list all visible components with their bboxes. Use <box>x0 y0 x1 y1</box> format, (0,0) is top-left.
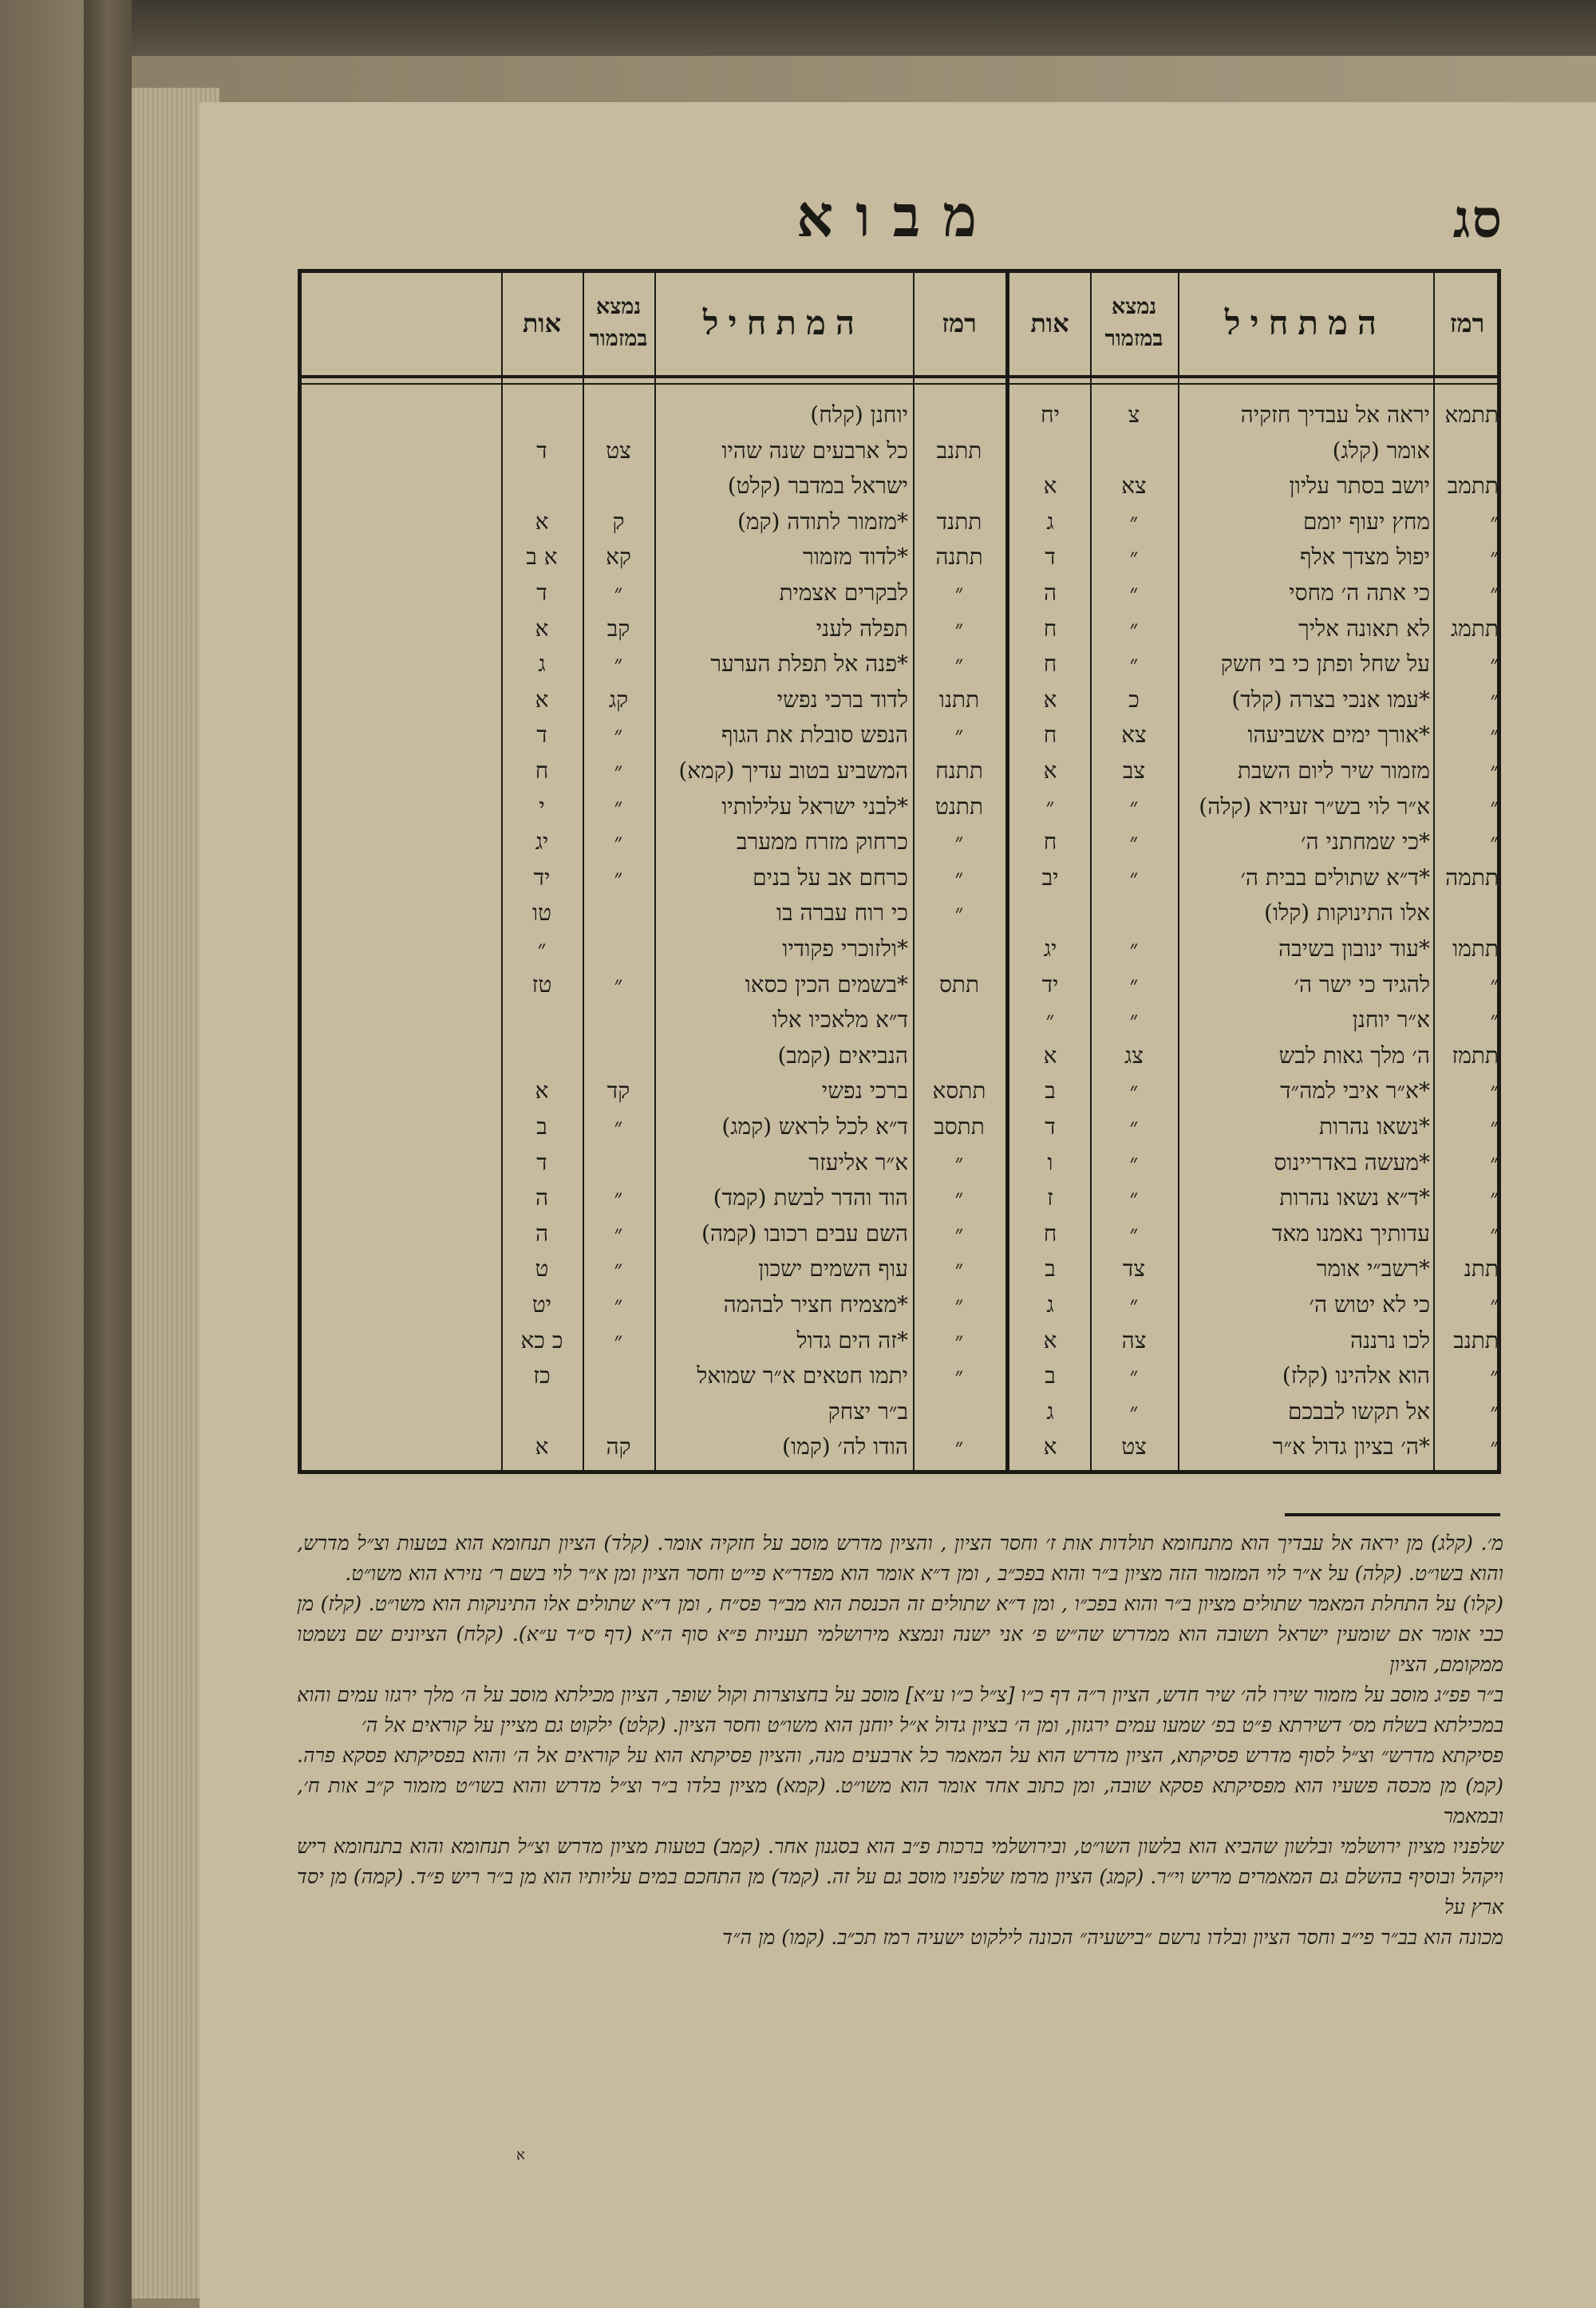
cell-ot: א <box>535 686 549 713</box>
cell-remez <box>915 1002 1004 1037</box>
cell-remez: ״ <box>1490 1362 1499 1389</box>
cell-mizmor: ״ <box>614 579 623 606</box>
cell-ot <box>503 1394 581 1429</box>
cell-ot <box>503 397 581 433</box>
cell-remez: ״ <box>954 579 964 606</box>
cell-remez <box>915 468 1004 504</box>
cell-remez: תתס <box>938 970 980 998</box>
cell-remez: ״ <box>1490 1077 1499 1105</box>
cell-remez: ״ <box>954 1184 964 1211</box>
cell-matchil: המשביע בטוב עדיך (קמא) <box>678 757 908 784</box>
header-nimtza <box>1090 279 1178 367</box>
cell-mizmor: ״ <box>614 792 623 820</box>
table-row <box>0 1429 1596 1464</box>
cell-mizmor: ״ <box>1129 1113 1139 1140</box>
cell-remez: ״ <box>1490 543 1499 571</box>
cell-ot: ד <box>536 437 547 464</box>
cell-mizmor: צד <box>1122 1255 1146 1282</box>
table-row <box>0 1394 1596 1429</box>
table-row <box>0 504 1596 539</box>
cell-matchil: *לבני ישראל עלילותיו <box>721 792 908 820</box>
cell-matchil: כרחוק מזרח ממערב <box>737 828 908 856</box>
table-row <box>0 824 1596 860</box>
cell-remez: תתמג <box>1451 615 1499 642</box>
cell-remez: תתמה <box>1445 864 1499 891</box>
cell-mizmor <box>584 1038 653 1073</box>
cell-mizmor: ״ <box>1129 1006 1139 1033</box>
cell-mizmor <box>584 397 653 433</box>
footnote-rule <box>1285 1513 1500 1516</box>
table-row <box>0 789 1596 824</box>
cell-matchil: *כי שמחתני ה׳ <box>1301 828 1430 856</box>
cell-ot: כ כא <box>520 1326 563 1354</box>
cell-remez: תתנט <box>934 792 984 820</box>
cell-matchil: *אורך ימים אשביעהו <box>1247 721 1430 749</box>
cell-mizmor: קג <box>608 686 629 713</box>
cell-ot: ז <box>1047 1184 1053 1211</box>
cell-mizmor: ״ <box>1129 970 1139 998</box>
header-nimtza <box>583 279 654 367</box>
cell-ot: א <box>535 1433 549 1460</box>
cell-remez <box>915 1038 1004 1073</box>
cell-ot: ח <box>1043 615 1057 642</box>
cell-matchil: הוד והדר לבשת (קמד) <box>713 1184 908 1211</box>
header-matchil: המתחיל <box>702 303 865 342</box>
cell-remez: ״ <box>1490 1006 1499 1033</box>
cell-ot: כז <box>533 1362 551 1389</box>
cell-remez: ״ <box>1490 1397 1499 1425</box>
cell-ot: ח <box>1043 721 1057 749</box>
cell-remez: ״ <box>954 899 964 927</box>
cell-mizmor: ״ <box>1129 579 1139 606</box>
cell-ot: יד <box>533 864 551 891</box>
cell-matchil: אל תקשו לבבכם <box>1288 1397 1430 1425</box>
book-cover-top <box>112 0 1596 56</box>
cell-mizmor: ״ <box>614 828 623 856</box>
cell-ot: ג <box>1046 508 1054 535</box>
table-row <box>0 646 1596 682</box>
cell-ot: א <box>535 1077 549 1105</box>
table-row <box>0 895 1596 931</box>
cell-remez: ״ <box>954 864 964 891</box>
cell-ot: יד <box>1041 970 1059 998</box>
page-number: סג <box>1452 188 1503 250</box>
cell-ot: ד <box>1045 1113 1056 1140</box>
cell-ot: יח <box>1041 401 1060 428</box>
cell-ot: ב <box>1045 1077 1056 1105</box>
cell-ot: יב <box>1041 864 1059 891</box>
cell-mizmor <box>584 1002 653 1037</box>
cell-matchil: יוחנן (קלח) <box>810 401 908 428</box>
cell-ot: ד <box>536 579 547 606</box>
cell-matchil: *מזמור לתודה (קמ) <box>737 508 908 535</box>
cell-ot <box>503 1038 581 1073</box>
cell-matchil: ד״א מלאכיו אלו <box>772 1006 908 1033</box>
cell-ot: טז <box>531 970 552 998</box>
cell-matchil: לכו נרננה <box>1349 1326 1430 1354</box>
cell-ot: ד <box>536 1148 547 1176</box>
header-remez: רמז <box>942 308 977 338</box>
cell-matchil: הודו לה׳ (קמו) <box>782 1433 908 1460</box>
cell-mizmor: ״ <box>614 1255 623 1282</box>
cell-matchil: לדוד ברכי נפשי <box>776 686 908 713</box>
cell-mizmor <box>584 895 653 931</box>
table-row <box>0 1216 1596 1251</box>
cell-remez: ״ <box>954 615 964 642</box>
cell-remez: ״ <box>954 1362 964 1389</box>
cell-ot: ג <box>1046 1291 1054 1318</box>
cell-remez: תתמב <box>1447 472 1499 500</box>
cell-matchil: ב״ר יצחק <box>828 1397 908 1425</box>
cell-ot: א <box>1043 1326 1057 1354</box>
cell-remez: ״ <box>954 1148 964 1176</box>
cell-mizmor: קה <box>606 1433 631 1460</box>
footnotes <box>297 1528 1503 1953</box>
cell-matchil: *עוד ינובון בשיבה <box>1278 935 1430 962</box>
page-title: מבוא <box>796 182 1000 250</box>
cell-ot: א <box>1043 1041 1057 1069</box>
cell-mizmor: ״ <box>1129 864 1139 891</box>
cell-mizmor: צט <box>1121 1433 1147 1460</box>
cell-remez: תתסב <box>934 1113 985 1140</box>
cell-matchil: יתמו חטאים א״ר שמואל <box>697 1362 908 1389</box>
cell-remez: ״ <box>1490 757 1499 784</box>
cell-ot: ג <box>538 650 546 678</box>
cell-remez: ״ <box>954 721 964 749</box>
cell-mizmor: צא <box>1121 721 1147 749</box>
cell-mizmor: ״ <box>614 1184 623 1211</box>
cell-mizmor: ״ <box>1129 1077 1139 1105</box>
cell-remez: ״ <box>1490 792 1499 820</box>
cell-remez: ״ <box>954 1433 964 1460</box>
cell-mizmor: ״ <box>614 1113 623 1140</box>
header-ot: אות <box>1030 308 1069 338</box>
cell-remez <box>915 1394 1004 1429</box>
cell-ot: יג <box>535 828 549 856</box>
cell-matchil: ה׳ מלך גאות לבש <box>1278 1041 1430 1069</box>
cell-mizmor: ״ <box>614 864 623 891</box>
cell-matchil: *ה׳ בציון גדול א״ר <box>1272 1433 1430 1460</box>
cell-ot: א <box>1043 1433 1057 1460</box>
cell-remez: ״ <box>1490 508 1499 535</box>
cell-mizmor: ״ <box>614 1291 623 1318</box>
cell-remez: ״ <box>1490 1113 1499 1140</box>
cell-mizmor: צה <box>1121 1326 1147 1354</box>
cell-remez: ״ <box>1490 970 1499 998</box>
cell-mizmor <box>584 931 653 966</box>
table-row <box>0 1002 1596 1037</box>
cell-remez: ״ <box>1490 579 1499 606</box>
cell-matchil: לא תאונה אליך <box>1298 615 1430 642</box>
cell-mizmor: ״ <box>1129 1397 1139 1425</box>
header-ot: אות <box>522 308 562 338</box>
cell-mizmor: ״ <box>1129 935 1139 962</box>
cell-matchil: *פנה אל תפלת הערער <box>710 650 908 678</box>
cell-remez: תתנ <box>1464 1255 1499 1282</box>
cell-matchil: כרחם אב על בנים <box>753 864 908 891</box>
cell-mizmor <box>584 468 653 504</box>
cell-matchil: *רשב״י אומר <box>1316 1255 1430 1282</box>
cell-matchil: *נשאו נהרות <box>1318 1113 1430 1140</box>
table-row <box>0 931 1596 966</box>
header-matchil: המתחיל <box>1224 303 1387 342</box>
cell-matchil: *ולזוכרי פקודיו <box>782 935 908 962</box>
cell-matchil: *לדוד מזמור <box>802 543 908 571</box>
cell-matchil: *עמו אנכי בצרה (קלד) <box>1231 686 1430 713</box>
table-row <box>0 575 1596 611</box>
cell-remez: ״ <box>1490 721 1499 749</box>
cell-ot: י <box>539 792 545 820</box>
cell-matchil: *ד״א שתולים בבית ה׳ <box>1240 864 1430 891</box>
cell-matchil: א״ר לוי בש״ר זעירא (קלה) <box>1199 792 1430 820</box>
cell-matchil: להגיד כי ישר ה׳ <box>1294 970 1430 998</box>
cell-matchil: *בשמים הכין כסאו <box>745 970 908 998</box>
cell-ot: ח <box>535 757 549 784</box>
cell-mizmor: ״ <box>1129 792 1139 820</box>
cell-remez <box>915 931 1004 966</box>
cell-remez: תתנב <box>1453 1326 1499 1354</box>
cell-ot: ״ <box>1045 1006 1055 1033</box>
cell-matchil: הוא אלהינו (קלז) <box>1282 1362 1430 1389</box>
cell-ot: יג <box>1043 935 1057 962</box>
cell-remez: תתנו <box>938 686 980 713</box>
cell-mizmor: קא <box>606 543 631 571</box>
cell-ot: ה <box>535 1219 549 1247</box>
cell-remez: ״ <box>954 1326 964 1354</box>
cell-remez: תתמז <box>1452 1041 1499 1069</box>
cell-matchil: ד״א לכל לראש (קמג) <box>721 1113 908 1140</box>
cell-matchil: כי אתה ה׳ מחסי <box>1289 579 1430 606</box>
cell-mizmor: ״ <box>1129 828 1139 856</box>
cell-ot: א ב <box>526 543 558 571</box>
cell-matchil: *ד״א נשאו נהרות <box>1279 1184 1430 1211</box>
cell-remez: ״ <box>954 1291 964 1318</box>
cell-ot: ח <box>1043 1219 1057 1247</box>
cell-matchil: א״ר יוחנן <box>1352 1006 1430 1033</box>
cell-remez: תתנב <box>936 437 982 464</box>
cell-remez: ״ <box>1490 1184 1499 1211</box>
cell-matchil: כי רוח עברה בו <box>776 899 908 927</box>
cell-ot: ד <box>1045 543 1056 571</box>
cell-matchil: עדותיך נאמנו מאד <box>1271 1219 1430 1247</box>
table-header-rule <box>298 375 1501 378</box>
cell-ot: יט <box>531 1291 552 1318</box>
cell-matchil: תפלה לעני <box>816 615 908 642</box>
page-mark: א <box>516 2147 525 2164</box>
cell-matchil: *א״ר איבי למה״ד <box>1280 1077 1430 1105</box>
table-row <box>0 860 1596 895</box>
cell-ot: ט <box>535 1255 549 1282</box>
cell-mizmor: כ <box>1128 686 1140 713</box>
cell-mizmor: ״ <box>1129 1219 1139 1247</box>
cell-ot: א <box>1043 472 1057 500</box>
header-nimtza-line1: נמצא <box>595 294 642 319</box>
cell-remez: ״ <box>1490 1219 1499 1247</box>
cell-remez: ״ <box>1490 650 1499 678</box>
cell-mizmor: ״ <box>1129 1148 1139 1176</box>
cell-matchil: מחץ יעוף יומם <box>1303 508 1430 535</box>
cell-remez: תתסא <box>932 1077 986 1105</box>
cell-remez: תתנח <box>935 757 983 784</box>
cell-mizmor <box>584 1358 653 1393</box>
cell-matchil: אומר (קלג) <box>1332 437 1430 464</box>
footnote-paragraph: מ׳. (קלג) מן יראה אל עבדיך הוא מתנחומא תולדות אות ז׳ וחסר הציון , והציון מדרש מוסב על חזקיה אומר. (קלד) הציון תנחומא הוא בטעות וצ״ל מדרש, והוא בשו״ט. (קלה) על א״ר לוי המזמור הזה מציון ב״ר והוא בפכ״ב , ומן ד״א אומר הוא מפדר״א פי״ט וחסר הציון ומן א״ר לוי בשם ר׳ נזירא הוא משו״ט. <box>297 1531 1503 1585</box>
cell-matchil: השם עבים רכובו (קמה) <box>701 1219 908 1247</box>
table-row <box>0 1073 1596 1109</box>
table-row <box>0 753 1596 788</box>
cell-mizmor: ״ <box>1129 650 1139 678</box>
table-row <box>0 611 1596 646</box>
cell-ot: א <box>1043 686 1057 713</box>
table-row <box>0 1287 1596 1322</box>
table-row <box>0 1109 1596 1144</box>
cell-mizmor: ״ <box>1129 543 1139 571</box>
table-row <box>0 967 1596 1002</box>
cell-ot: ד <box>536 721 547 749</box>
cell-mizmor: ק <box>612 508 625 535</box>
cell-ot: ב <box>1045 1362 1056 1389</box>
table-row <box>0 1323 1596 1358</box>
header-nimtza-line2: במזמור <box>589 326 648 351</box>
cell-mizmor <box>584 1394 653 1429</box>
cell-mizmor: ״ <box>614 1219 623 1247</box>
cell-matchil: יפול מצדך אלף <box>1300 543 1430 571</box>
table-row <box>0 397 1596 433</box>
cell-remez: ״ <box>954 650 964 678</box>
table-row <box>0 468 1596 504</box>
cell-ot <box>503 468 581 504</box>
cell-matchil: עוף השמים ישכון <box>758 1255 908 1282</box>
footnote-paragraph: מכונה הוא בב״ר פי״ב וחסר הציון ובלדו נרשם ״בישעיה״ הכונה לילקוט ישעיה רמז תכ״ב. (קמו) מן ה״ד <box>722 1926 1503 1949</box>
cell-ot: א <box>535 615 549 642</box>
cell-ot: ב <box>536 1113 547 1140</box>
cell-mizmor: צג <box>1124 1041 1144 1069</box>
cell-remez: תתנה <box>935 543 983 571</box>
cell-matchil: *מצמיח חציר לבהמה <box>723 1291 908 1318</box>
cell-ot: ו <box>1047 1148 1053 1176</box>
table-row <box>0 433 1596 468</box>
cell-remez: ״ <box>954 1255 964 1282</box>
cell-remez: תתמא <box>1444 401 1499 428</box>
cell-ot: ב <box>1045 1255 1056 1282</box>
footnote-paragraph: ב״ר פפ״ג מוסב על מזמור שירו לה׳ שיר חדש, הציון ר״ה דף כ״ו [צ״ל כ״ו ע״א] מוסב על בחצוצרות וקול שופר, הציון מכילתא מוסב על ה׳ מלך ירגזו עמים והוא במכילתא בשלח מס׳ דשירתא פ״ט בפ׳ שמעו עמים ירגזון, ומן ה׳ בציון גדול א״ל יוחנן הוא משו״ט וחסר הציון. (קלט) ילקוט גם מציין על קוראים אל ה׳ <box>297 1683 1503 1737</box>
cell-ot: א <box>1043 757 1057 784</box>
header-nimtza-line1: נמצא <box>1111 294 1157 319</box>
cell-mizmor <box>584 1145 653 1180</box>
cell-ot: ח <box>1043 828 1057 856</box>
cell-mizmor: ״ <box>614 650 623 678</box>
table-row <box>0 717 1596 753</box>
cell-matchil: לבקרים אצמית <box>779 579 908 606</box>
cell-mizmor: קב <box>606 615 630 642</box>
cell-remez: תתמו <box>1452 935 1499 962</box>
cell-ot: ״ <box>537 935 547 962</box>
cell-remez: ״ <box>1490 1148 1499 1176</box>
cell-matchil: הנביאים (קמב) <box>777 1041 908 1069</box>
table-header-rule-2 <box>298 383 1501 385</box>
table-row <box>0 539 1596 575</box>
table-row <box>0 1358 1596 1393</box>
cell-mizmor: ״ <box>1129 1362 1139 1389</box>
cell-mizmor: ״ <box>614 970 623 998</box>
cell-mizmor: ״ <box>1129 615 1139 642</box>
table-row <box>0 682 1596 717</box>
cell-ot: ח <box>1043 650 1057 678</box>
cell-mizmor: ״ <box>614 721 623 749</box>
cell-matchil: א״ר אליעזר <box>808 1148 908 1176</box>
cell-mizmor: ״ <box>614 757 623 784</box>
footnote-paragraph: שלפניו מציון ירושלמי ובלשון שהביא הוא בלשון השו״ט, ובירושלמי ברכות פ״ב הוא בסגנון אחר. (קמב) בטעות מציון מדרש וצ״ל תנחומא והוא בתנחומא ריש ויקהל ובוסיף בהשלם גם המאמרים מריש וי״ר. (קמג) הציון מרמז שלפניו מוסב גם על זה. (קמד) מן התחכם במים עליותיו הוא מן ב״ר ריש פ״ד. (קמה) מן יסד ארץ על <box>297 1835 1503 1919</box>
cell-ot <box>503 1002 581 1037</box>
cell-mizmor: צב <box>1122 757 1146 784</box>
cell-matchil: יראה אל עבדיך חזקיה <box>1240 401 1430 428</box>
cell-matchil: ישראל במדבר (קלט) <box>727 472 908 500</box>
cell-matchil: *מעשה באדריינוס <box>1274 1148 1430 1176</box>
header-remez: רמז <box>1449 308 1485 338</box>
cell-matchil: יושב בסתר עליון <box>1289 472 1430 500</box>
cell-matchil: על שחל ופתן כי בי חשק <box>1220 650 1430 678</box>
cell-ot: ״ <box>1045 792 1055 820</box>
cell-mizmor: ״ <box>614 1326 623 1354</box>
cell-matchil: אלו התינוקות (קלו) <box>1264 899 1430 927</box>
cell-ot: ג <box>1046 1397 1054 1425</box>
cell-mizmor: צא <box>1121 472 1147 500</box>
table-row <box>0 1145 1596 1180</box>
cell-ot: ה <box>1043 579 1057 606</box>
cell-remez: ״ <box>1490 828 1499 856</box>
cell-mizmor: צט <box>606 437 631 464</box>
cell-mizmor: צ <box>1128 401 1140 428</box>
footnote-paragraph: (קלו) על התחלת המאמר שתולים מציון ב״ר והוא בפכ״ו , ומן ד״א שתולים זה הכנסת הוא מב״ר פס״ח , ומן ד״א שתולים אלו התינוקות הוא משו״ט. (קלז) מן כבי אומר אם שומעין ישראל תשובה הוא ממדרש שה״ש פ׳ אני ישנה ונמצא מירושלמי תעניות פ״א סוף ה״א (דף ס״ד ע״א). (קלח) הציונים שם נשמטו ממקומם, הציון <box>297 1592 1503 1676</box>
cell-remez: תתנד <box>936 508 982 535</box>
cell-matchil: הנפש סובלת את הגוף <box>721 721 908 749</box>
cell-matchil: כי לא יטוש ה׳ <box>1309 1291 1430 1318</box>
cell-remez: ״ <box>1490 1433 1499 1460</box>
table-row <box>0 1180 1596 1215</box>
cell-matchil: *זה הים גדול <box>796 1326 908 1354</box>
cell-ot: א <box>535 508 549 535</box>
cell-remez: ״ <box>954 828 964 856</box>
table-row <box>0 1251 1596 1286</box>
cell-matchil: מזמור שיר ליום השבת <box>1237 757 1430 784</box>
cell-mizmor: ״ <box>1129 1291 1139 1318</box>
cell-matchil: ברכי נפשי <box>821 1077 908 1105</box>
cell-remez: ״ <box>1490 1291 1499 1318</box>
cell-remez: ״ <box>1490 686 1499 713</box>
cell-ot: ה <box>535 1184 549 1211</box>
cell-matchil: כל ארבעים שנה שהיו <box>721 437 908 464</box>
cell-mizmor: קד <box>606 1077 630 1105</box>
table-row <box>0 1038 1596 1073</box>
cell-remez <box>915 397 1004 433</box>
header-nimtza-line2: במזמור <box>1104 326 1163 351</box>
cell-mizmor: ״ <box>1129 508 1139 535</box>
cell-ot: טו <box>531 899 552 927</box>
footnote-paragraph: פסיקתא מדרש״ וצ״ל לסוף מדרש פסיקתא, הציון מדרש הוא על המאמר כל ארבעים מנה, והציון פסיקתא הוא על קוראים אל ה׳ והוא בפסיקתא פסקא פרה. (קמ) מן מכסה פשעיו הוא מפסיקתא פסקא שובה, ומן כתוב אחד אומר הוא משו״ט. (קמא) מציון בלדו ב״ר וצ״ל מדרש והוא בשו״ט מזמור ק״ב אות ח׳, ובמאמר <box>297 1744 1503 1828</box>
cell-mizmor: ״ <box>1129 1184 1139 1211</box>
cell-remez: ״ <box>954 1219 964 1247</box>
